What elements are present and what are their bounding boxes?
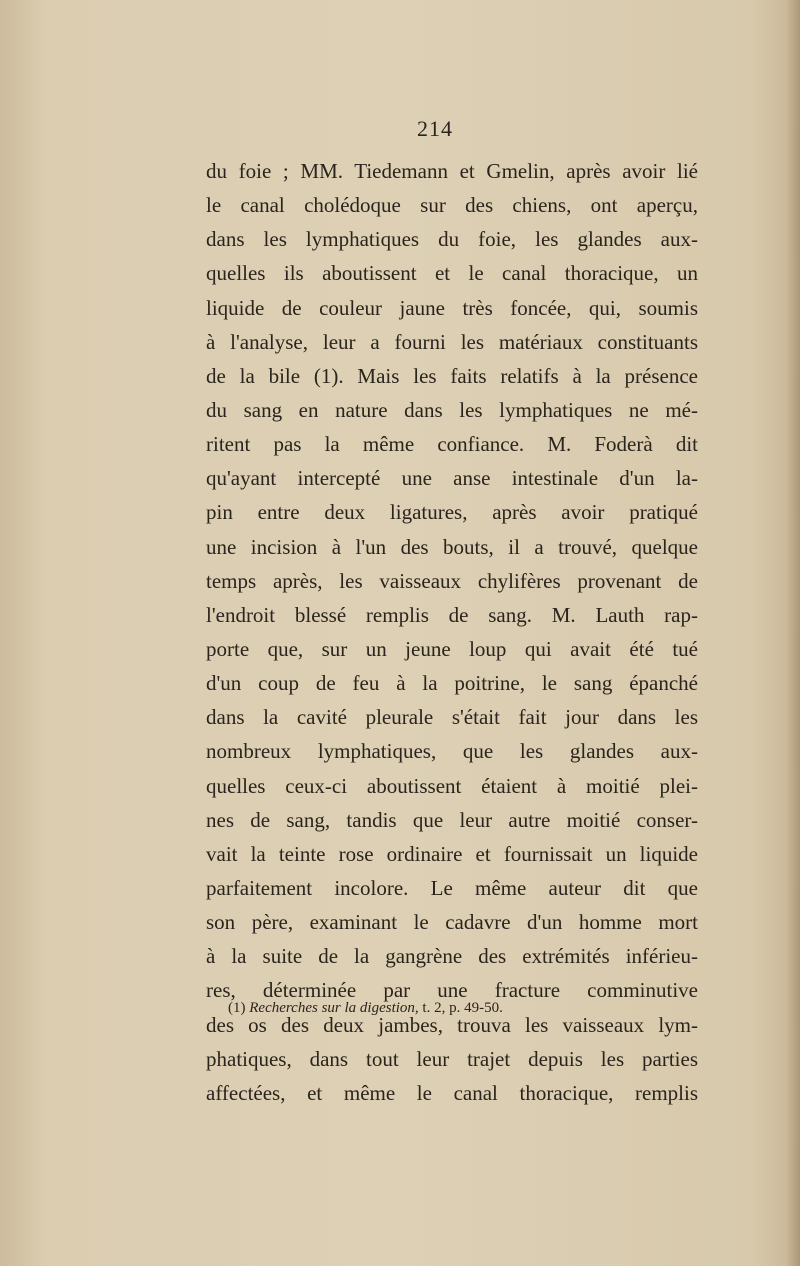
text-line: à la suite de la gangrène des extrémités inférieu- (206, 944, 698, 969)
text-line: pin entre deux ligatures, après avoir pratiqué (206, 500, 698, 525)
text-line: dans les lymphatiques du foie, les glandes aux- (206, 227, 698, 252)
page-edge-shadow (786, 0, 800, 1266)
text-line: son père, examinant le cadavre d'un homme mort (206, 910, 698, 935)
text-line: affectées, et même le canal thoracique, remplis (206, 1080, 698, 1105)
footnote (228, 1000, 503, 1017)
text-line: l'endroit blessé remplis de sang. M. Lauth rap- (206, 602, 698, 627)
text-line: liquide de couleur jaune très foncée, qui, soumis (206, 295, 698, 320)
footnote-reference: , t. 2, p. 49-50. (414, 1000, 503, 1016)
text-line: quelles ils aboutissent et le canal thoracique, un (206, 261, 698, 286)
text-line: le canal cholédoque sur des chiens, ont aperçu, (206, 193, 698, 218)
text-line: parfaitement incolore. Le même auteur dit que (206, 875, 698, 900)
text-line: nes de sang, tandis que leur autre moitié conser- (206, 807, 698, 832)
text-line: à l'analyse, leur a fourni les matériaux constituants (206, 329, 698, 354)
text-line: de la bile (1). Mais les faits relatifs à la présence (206, 363, 698, 388)
text-line: du foie ; MM. Tiedemann et Gmelin, après avoir lié (206, 159, 698, 183)
footnote-marker: (1) (228, 1000, 246, 1016)
text-line: vait la teinte rose ordinaire et fournissait un liquide (206, 841, 698, 866)
text-line: dans la cavité pleurale s'était fait jour dans les (206, 705, 698, 730)
text-line: temps après, les vaisseaux chylifères provenant de (206, 568, 698, 593)
text-line: res, déterminée par une fracture comminutive (206, 978, 698, 1003)
text-line: quelles ceux-ci aboutissent étaient à moitié plei- (206, 773, 698, 798)
body-text (206, 154, 698, 1110)
text-line: d'un coup de feu à la poitrine, le sang épanché (206, 671, 698, 696)
page-number: 214 (417, 116, 453, 141)
text-line: phatiques, dans tout leur trajet depuis les parties (206, 1046, 698, 1071)
footnote-title: Recherches sur la digestion (249, 1000, 415, 1016)
text-line: nombreux lymphatiques, que les glandes aux- (206, 739, 698, 764)
text-line: porte que, sur un jeune loup qui avait été tué (206, 636, 698, 661)
text-line: du sang en nature dans les lymphatiques ne mé- (206, 397, 698, 422)
text-line: ritent pas la même confiance. M. Foderà dit (206, 432, 698, 457)
text-line: une incision à l'un des bouts, il a trouvé, quelque (206, 534, 698, 559)
text-line: qu'ayant intercepté une anse intestinale d'un la- (206, 466, 698, 491)
text-line: des os des deux jambes, trouva les vaisseaux lym- (206, 1012, 698, 1037)
